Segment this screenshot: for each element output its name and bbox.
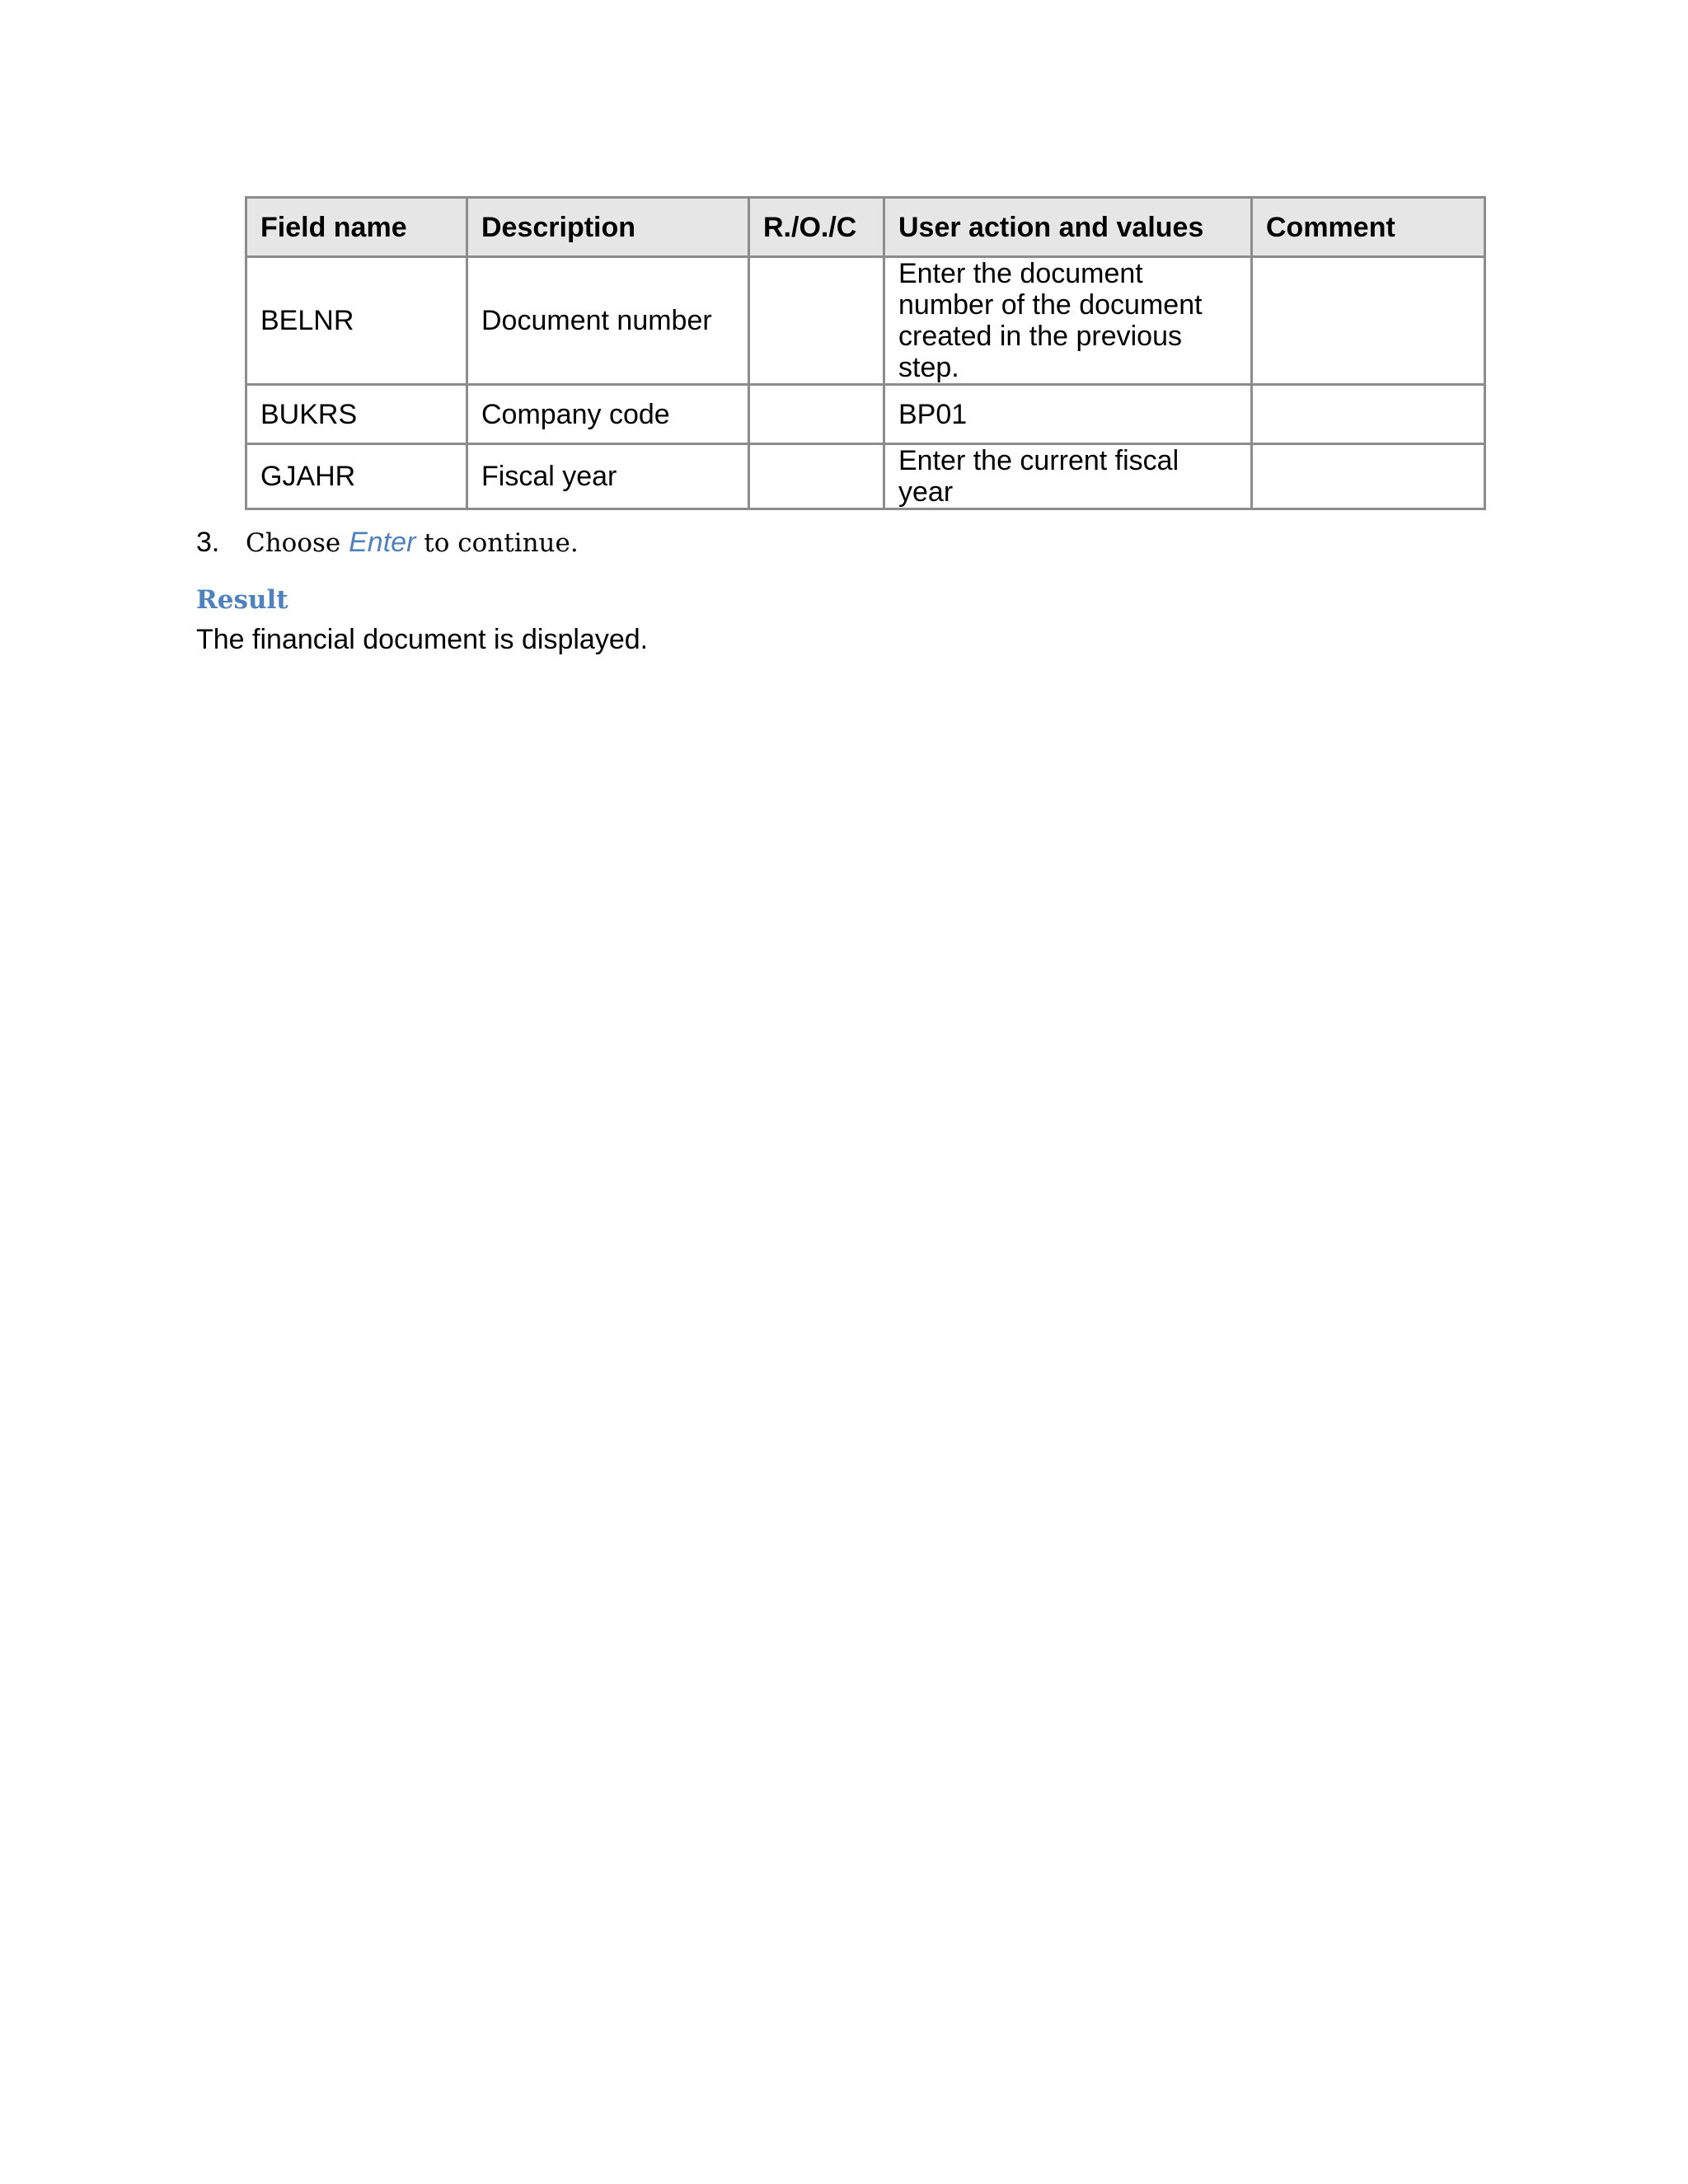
cell-description: Fiscal year	[467, 444, 749, 509]
cell-comment	[1252, 257, 1485, 385]
step-prefix: Choose	[246, 528, 349, 558]
cell-roc	[749, 385, 884, 444]
table-row	[246, 385, 1485, 444]
header-description: Description	[467, 198, 749, 257]
cell-user-action: Enter the document number of the document created in the previous step.	[884, 257, 1252, 385]
cell-description: Document number	[467, 257, 749, 385]
cell-roc	[749, 257, 884, 385]
header-user-action: User action and values	[884, 198, 1252, 257]
step-number: 3.	[196, 527, 220, 558]
cell-comment	[1252, 385, 1485, 444]
cell-comment	[1252, 444, 1485, 509]
header-roc: R./O./C	[749, 198, 884, 257]
table-row	[246, 444, 1485, 509]
table-header-row	[246, 198, 1485, 257]
cell-user-action: Enter the current fiscal year	[884, 444, 1252, 509]
cell-field-name: GJAHR	[246, 444, 467, 509]
cell-roc	[749, 444, 884, 509]
cell-user-action: BP01	[884, 385, 1252, 444]
cell-field-name: BUKRS	[246, 385, 467, 444]
result-heading: Result	[196, 585, 288, 615]
header-field-name: Field name	[246, 198, 467, 257]
cell-description: Company code	[467, 385, 749, 444]
step-3	[196, 524, 579, 561]
field-table	[245, 196, 1486, 510]
table-row	[246, 257, 1485, 385]
cell-field-name: BELNR	[246, 257, 467, 385]
step-enter-emphasis: Enter	[349, 527, 416, 558]
result-text: The financial document is displayed.	[196, 624, 649, 655]
step-suffix: to continue.	[415, 528, 579, 558]
header-comment: Comment	[1252, 198, 1485, 257]
